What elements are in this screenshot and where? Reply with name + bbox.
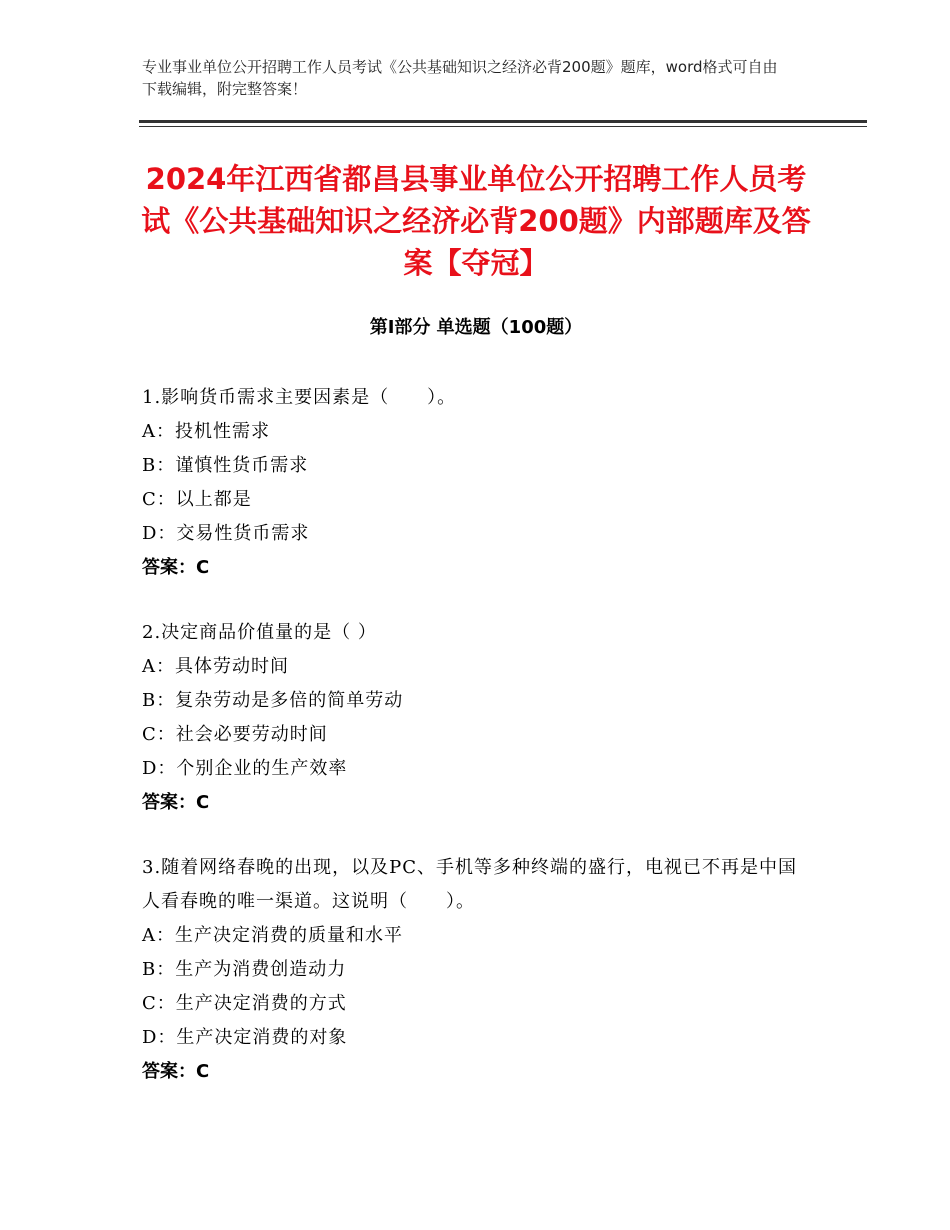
option-c: C：社会必要劳动时间	[142, 724, 328, 745]
document-title: 2024年江西省都昌县事业单位公开招聘工作人员考试《公共基础知识之经济必背200题》内部题库及答案【夺冠】	[141, 162, 811, 280]
question-stem: 3.随着网络春晚的出现，以及PC、手机等多种终端的盛行，电视已不再是中国人看春晚的唯一渠道。这说明（ ）。	[142, 857, 798, 912]
option-b: B：复杂劳动是多倍的简单劳动	[142, 690, 404, 711]
option-d: D：生产决定消费的对象	[142, 1027, 348, 1048]
question-stem: 1.影响货币需求主要因素是（ ）。	[142, 387, 457, 408]
answer: 答案：C	[142, 557, 210, 578]
question-list	[142, 381, 812, 1120]
question-2	[142, 616, 812, 820]
option-d: D：个别企业的生产效率	[142, 758, 348, 779]
option-a: A：具体劳动时间	[142, 656, 289, 677]
header-divider-thin	[139, 126, 867, 127]
question-stem: 2.决定商品价值量的是（ ）	[142, 622, 377, 643]
option-c: C：以上都是	[142, 489, 252, 510]
option-a: A：生产决定消费的质量和水平	[142, 925, 403, 946]
option-a: A：投机性需求	[142, 421, 270, 442]
header-divider-thick	[139, 120, 867, 123]
question-3	[142, 851, 812, 1089]
option-d: D：交易性货币需求	[142, 523, 310, 544]
answer: 答案：C	[142, 1061, 210, 1082]
option-c: C：生产决定消费的方式	[142, 993, 347, 1014]
answer: 答案：C	[142, 792, 210, 813]
option-b: B：谨慎性货币需求	[142, 455, 309, 476]
section-heading: 第Ⅰ部分 单选题（100题）	[369, 317, 583, 338]
option-b: B：生产为消费创造动力	[142, 959, 347, 980]
question-1	[142, 381, 812, 585]
header-note: 专业事业单位公开招聘工作人员考试《公共基础知识之经济必背200题》题库，word格式可自由下载编辑，附完整答案！	[142, 58, 778, 98]
